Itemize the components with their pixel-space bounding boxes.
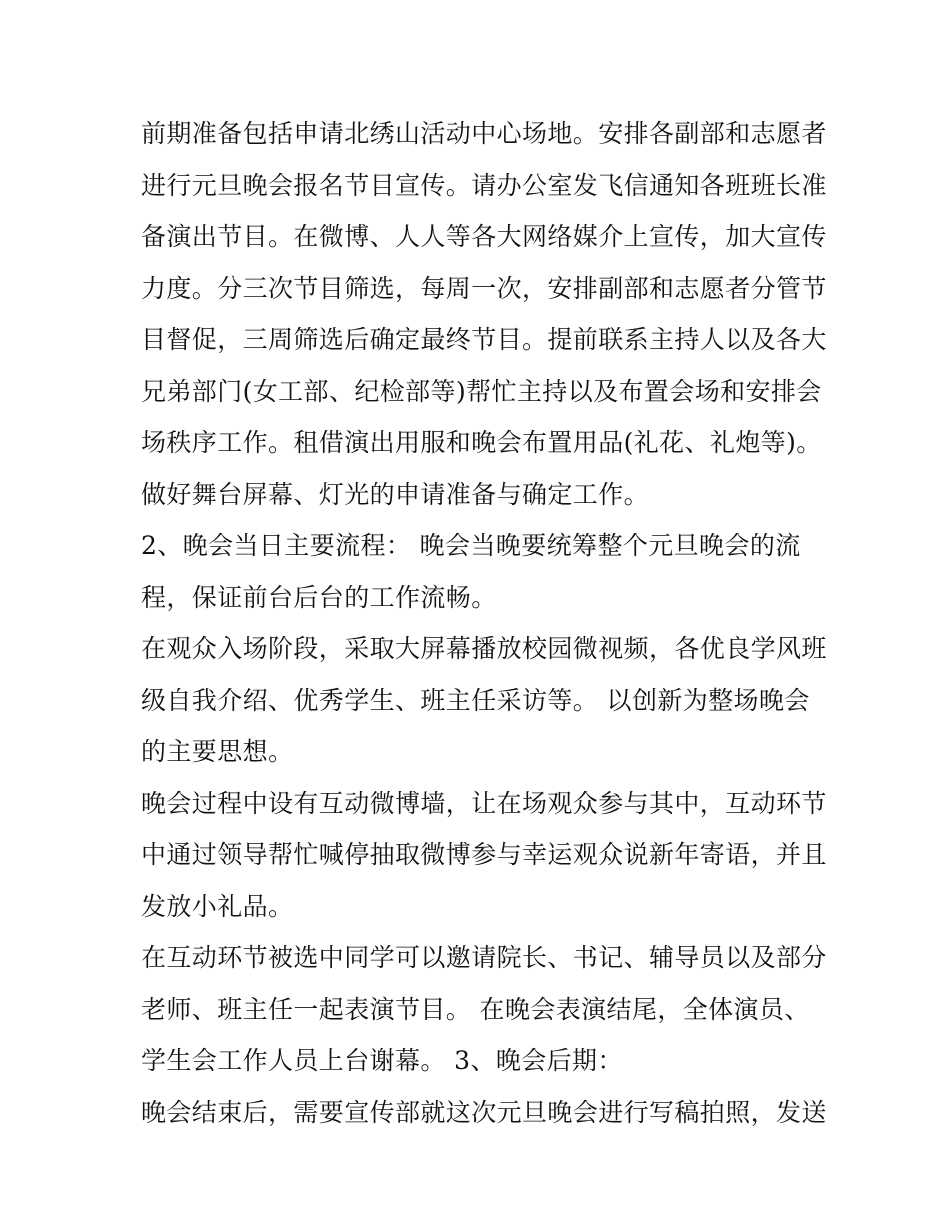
text-line: 在观众入场阶段，采取大屏幕播放校园微视频，各优良学风班 (141, 634, 827, 663)
text-line: 前期准备包括申请北绣山活动中心场地。安排各副部和志愿者 (141, 119, 827, 148)
text-line: 场秩序工作。租借演出用服和晚会布置用品(礼花、礼炮等)。 (141, 428, 822, 457)
text-line: 学生会工作人员上台谢幕。 3、晚会后期： (141, 1046, 623, 1075)
text-line: 备演出节目。在微博、人人等各大网络媒介上宣传，加大宣传 (141, 222, 827, 251)
text-line: 老师、班主任一起表演节目。 在晚会表演结尾，全体演员、 (141, 994, 810, 1024)
text-line: 程，保证前台后台的工作流畅。 (141, 582, 497, 612)
text-line: 的主要思想。 (141, 737, 294, 766)
text-line: 目督促，三周筛选后确定最终节目。提前联系主持人以及各大 (141, 325, 827, 354)
text-line: 晚会结束后，需要宣传部就这次元旦晚会进行写稿拍照，发送 (141, 1097, 827, 1127)
text-line: 力度。分三次节目筛选，每周一次，安排副部和志愿者分管节 (141, 273, 827, 303)
text-line: 中通过领导帮忙喊停抽取微博参与幸运观众说新年寄语，并且 (141, 840, 827, 869)
text-line: 晚会过程中设有互动微博墙，让在场观众参与其中，互动环节 (141, 788, 827, 818)
body-text (141, 108, 827, 1138)
text-line: 发放小礼品。 (141, 891, 294, 921)
text-line: 在互动环节被选中同学可以邀请院长、书记、辅导员以及部分 (141, 943, 827, 972)
text-line: 进行元旦晚会报名节目宣传。请办公室发飞信通知各班班长准 (141, 170, 827, 200)
text-line: 兄弟部门(女工部、纪检部等)帮忙主持以及布置会场和安排会 (141, 376, 822, 406)
text-line: 2、晚会当日主要流程： 晚会当晚要统筹整个元旦晚会的流 (141, 531, 801, 560)
text-line: 级自我介绍、优秀学生、班主任采访等。 以创新为整场晚会 (141, 685, 810, 715)
text-line: 做好舞台屏幕、灯光的申请准备与确定工作。 (141, 479, 650, 509)
